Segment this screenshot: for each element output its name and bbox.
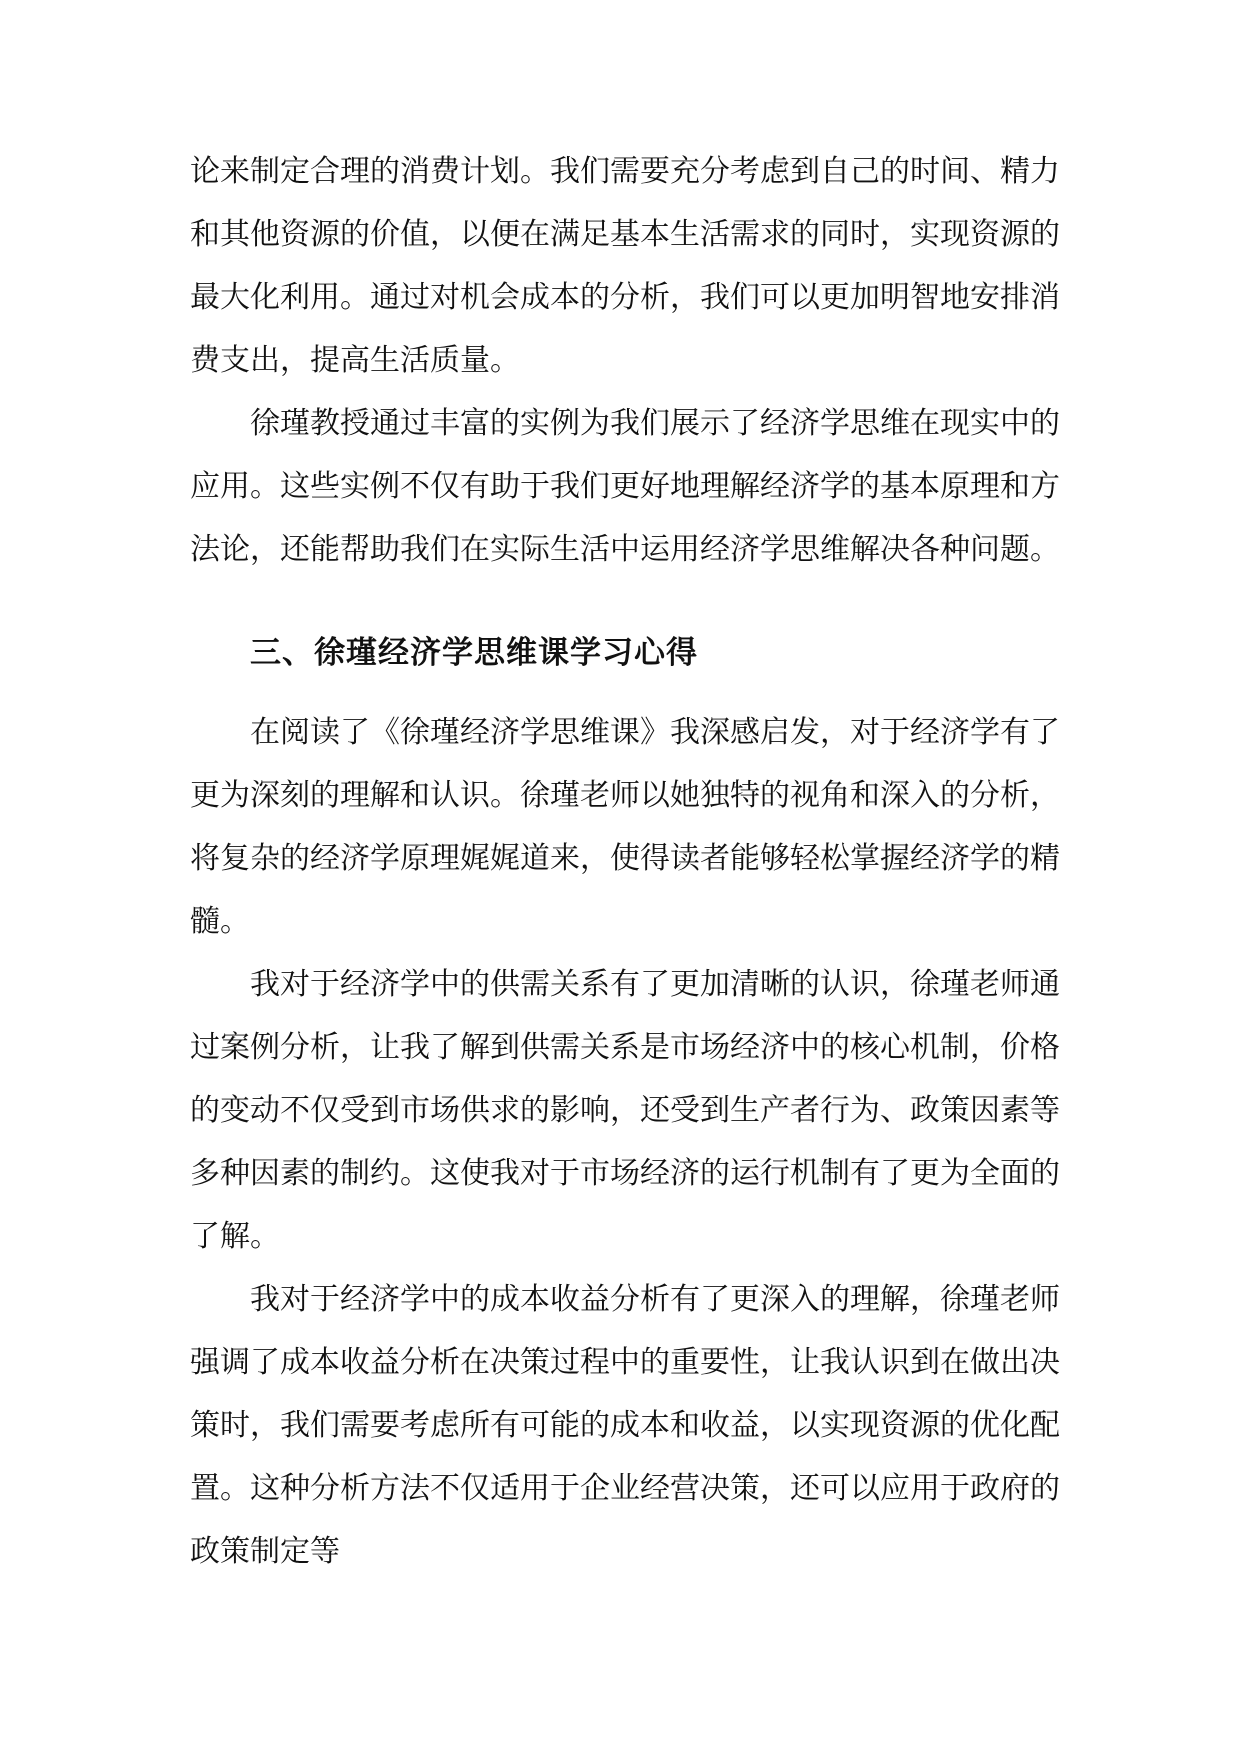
document-body — [190, 140, 1060, 1583]
section-heading: 三、徐瑾经济学思维课学习心得 — [250, 635, 698, 671]
paragraph-cost-benefit: 我对于经济学中的成本收益分析有了更深入的理解，徐瑾老师强调了成本收益分析在决策过程中的重要性，让我认识到在做出决策时，我们需要考虑所有可能的成本和收益，以实现资源的优化配置。这种分析方法不仅适用于企业经营决策，还可以应用于政府的政策制定等 — [190, 1282, 1060, 1569]
paragraph-reading-insight: 在阅读了《徐瑾经济学思维课》我深感启发，对于经济学有了更为深刻的理解和认识。徐瑾老师以她独特的视角和深入的分析，将复杂的经济学原理娓娓道来，使得读者能够轻松掌握经济学的精髓。 — [190, 715, 1060, 939]
paragraph-examples: 徐瑾教授通过丰富的实例为我们展示了经济学思维在现实中的应用。这些实例不仅有助于我们更好地理解经济学的基本原理和方法论，还能帮助我们在实际生活中运用经济学思维解决各种问题。 — [190, 406, 1060, 567]
paragraph-continued: 论来制定合理的消费计划。我们需要充分考虑到自己的时间、精力和其他资源的价值，以便在满足基本生活需求的同时，实现资源的最大化利用。通过对机会成本的分析，我们可以更加明智地安排消费支出，提高生活质量。 — [190, 154, 1060, 378]
paragraph-supply-demand: 我对于经济学中的供需关系有了更加清晰的认识，徐瑾老师通过案例分析，让我了解到供需关系是市场经济中的核心机制，价格的变动不仅受到市场供求的影响，还受到生产者行为、政策因素等多种因素的制约。这使我对于市场经济的运行机制有了更为全面的了解。 — [190, 967, 1060, 1254]
